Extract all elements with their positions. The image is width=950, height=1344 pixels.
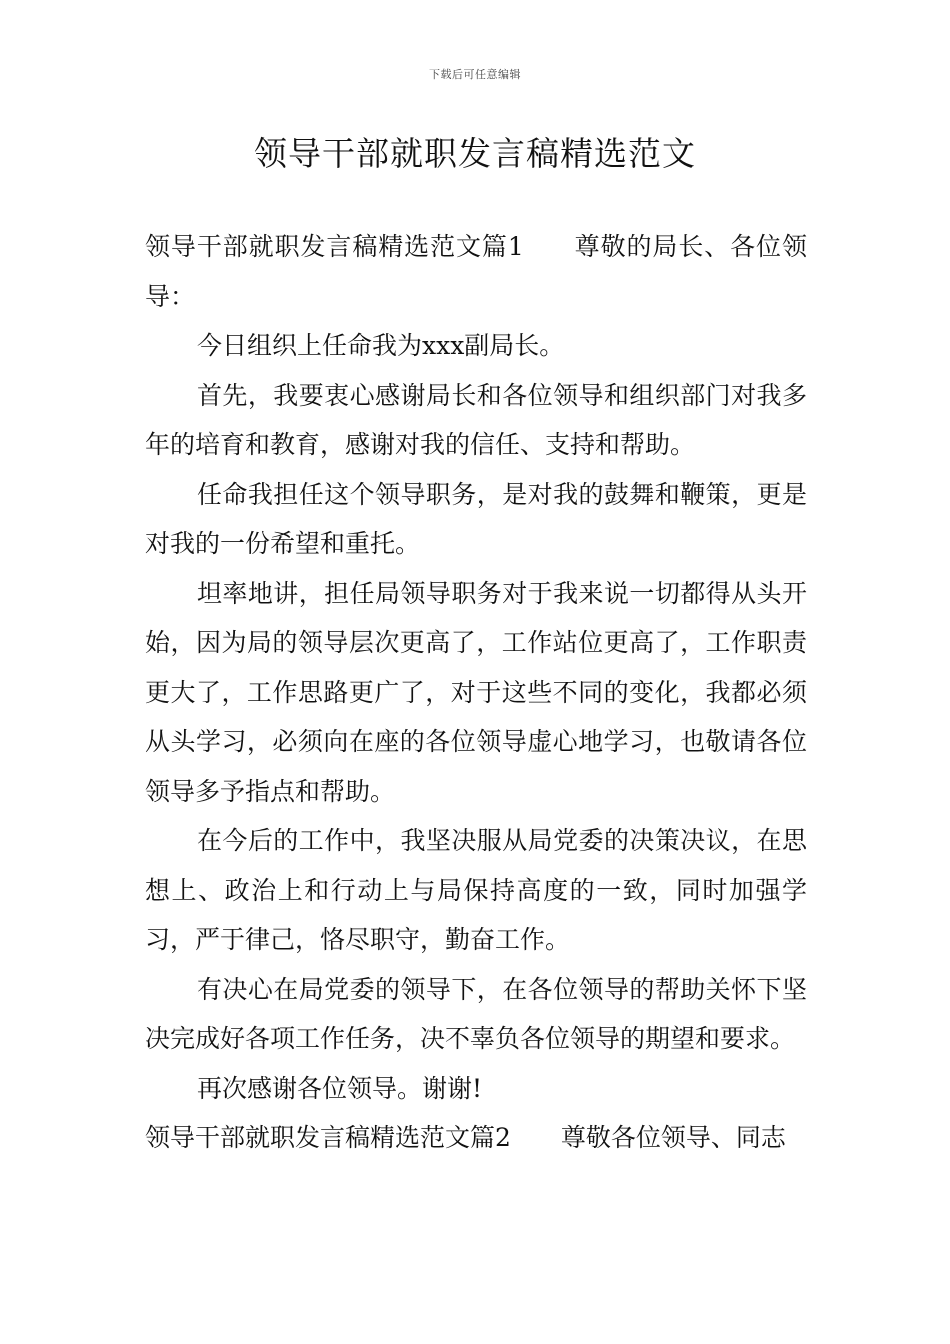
paragraph-6: 有决心在局党委的领导下，在各位领导的帮助关怀下坚决完成好各项工作任务，决不辜负各位领导的期望和要求。	[145, 974, 807, 1053]
paragraph-3: 任命我担任这个领导职务，是对我的鼓舞和鞭策，更是对我的一份希望和重托。	[145, 479, 807, 558]
section-2-heading: 领导干部就职发言稿精选范文篇2	[145, 1123, 511, 1152]
document-title: 领导干部就职发言稿精选范文	[254, 134, 696, 173]
header-note: 下载后可任意编辑	[429, 68, 521, 81]
paragraph-5: 在今后的工作中，我坚决服从局党委的决策决议，在思想上、政治上和行动上与局保持高度的一致，同时加强学习，严于律己，恪尽职守，勤奋工作。	[145, 826, 807, 954]
paragraph-7: 再次感谢各位领导。谢谢!	[197, 1073, 483, 1103]
section-1-salutation: 尊敬的局长、各位领导：	[145, 232, 807, 311]
paragraph-1: 今日组织上任命我为xxx副局长。	[197, 331, 565, 360]
paragraph-4: 坦率地讲，担任局领导职务对于我来说一切都得从头开始，因为局的领导层次更高了，工作站位更高了，工作职责更大了，工作思路更广了，对于这些不同的变化，我都必须从头学习，必须向在座的各位领导虚心地学习，也敬请各位领导多予指点和帮助。	[145, 578, 807, 806]
section-1-heading: 领导干部就职发言稿精选范文篇1	[145, 232, 524, 261]
paragraph-2: 首先，我要衷心感谢局长和各位领导和组织部门对我多年的培育和教育，感谢对我的信任、支持和帮助。	[145, 380, 807, 459]
section-2-salutation: 尊敬各位领导、同志	[560, 1123, 786, 1152]
document-body	[145, 222, 807, 1163]
section-2-heading-line	[145, 1113, 807, 1163]
section-1-heading-line	[145, 222, 807, 321]
